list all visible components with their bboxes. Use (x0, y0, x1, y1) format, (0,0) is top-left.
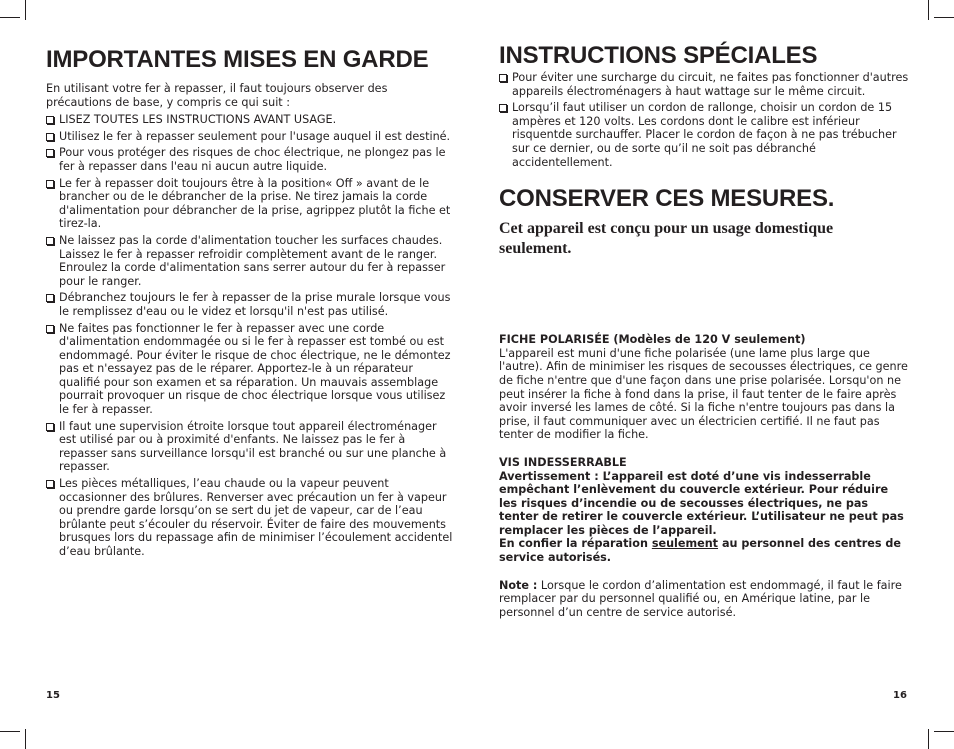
polarized-plug-heading: FICHE POLARISÉE (Modèles de 120 V seulement) (499, 333, 806, 347)
list-item: Pour éviter une surcharge du circuit, ne faites pas fonctionner d'autres appareils électroménagers à haut wattage sur le même circuit. (499, 71, 909, 98)
checkbox-icon (46, 294, 54, 302)
note-text: Lorsque le cordon d’alimentation est endommagé, il faut le faire remplacer par du personnel qualifié ou, en Amérique latine, par le personnel d’un centre de service autorisé. (499, 578, 902, 619)
page-title: IMPORTANTES MISES EN GARDE (46, 46, 429, 73)
checkbox-icon (46, 116, 54, 124)
right-page (499, 42, 909, 619)
note-label: Note : (499, 578, 538, 592)
intro-text: En utilisant votre fer à repasser, il faut toujours observer des précautions de base, y compris ce qui suit : (46, 82, 388, 109)
list-item: Utilisez le fer à repasser seulement pour l'usage auquel il est destiné. (46, 130, 456, 144)
list-item: Les pièces métalliques, l’eau chaude ou la vapeur peuvent occasionner des brûlures. Renverser avec précaution un fer à vapeur ou prendre garde lorsqu’on se sert du jet de vapeur, car de l’eau brûlante peut s’écouler du réservoir. Éviter de faire des mouvements brusques lors du repassage afin de minimiser l’écoulement accidentel d’eau brûlante. (46, 477, 456, 559)
special-instructions-list (499, 71, 909, 169)
list-item: Ne laissez pas la corde d'alimentation toucher les surfaces chaudes. Laissez le fer à repasser refroidir complètement avant de le ranger. Enroulez la corde d'alimentation sans serrer autour du fer à repasser pour le ranger. (46, 234, 456, 288)
checkbox-icon (46, 133, 54, 141)
safeguards-list (46, 113, 456, 558)
tamper-screw-heading: VIS INDESSERRABLE (499, 455, 627, 469)
crop-mark-bottom-left (0, 731, 20, 732)
checkbox-icon (499, 104, 507, 112)
checkbox-icon (46, 237, 54, 245)
list-item: Il faut une supervision étroite lorsque tout appareil électroménager est utilisé par ou à proximité d'enfants. Ne laissez pas le fer à repasser sans surveillance lorsqu'il est branché ou sur une planche à repasser. (46, 420, 456, 474)
crop-mark-bottom-right (934, 731, 954, 732)
crop-mark-top-right (934, 17, 954, 18)
polarized-plug-text: L'appareil est muni d'une fiche polarisée (une lame plus large que l'autre). Afin de minimiser les risques de secousses électriques, ce genre de fiche n'entre que d'une façon dans une prise polarisée. Lorsqu'on ne peut insérer la fiche à fond dans la prise, il faut tenter de le faire après avoir inversé les lames de côté. Si la fiche n'entre toujours pas dans la prise, il faut communiquer avec un électricien certifié. Il ne faut pas tenter de modifier la fiche. (499, 346, 908, 442)
save-instructions-title: CONSERVER CES MESURES. (499, 185, 835, 213)
page-number-left: 15 (46, 690, 60, 701)
checkbox-icon (46, 149, 54, 157)
crop-mark-top-left (25, 0, 26, 20)
page-number-right: 16 (893, 690, 907, 701)
repair-notice: En confier la réparation seulement au personnel des centres de service autorisés. (499, 537, 901, 565)
list-item: Le fer à repasser doit toujours être à la position« Off » avant de le brancher ou de le débrancher de la prise. Ne tirez jamais la corde d'alimentation pour débrancher de la prise, agrippez plutôt la fiche et tirez-la. (46, 177, 456, 231)
checkbox-icon (46, 423, 54, 431)
checkbox-icon (46, 480, 54, 488)
checkbox-icon (499, 74, 507, 82)
special-instructions-title: INSTRUCTIONS SPÉCIALES (499, 42, 818, 69)
crop-mark-top-left (0, 17, 20, 18)
tamper-screw-warning: Avertissement : L’appareil est doté d’une vis indesserrable empêchant l’enlèvement du couvercle extérieur. Pour réduire les risques d’incendie ou de secousses électriques, ne pas tenter de retirer le couvercle extérieur. L’utilisateur ne peut pas remplacer les pièces de l’appareil. (499, 469, 904, 537)
crop-mark-bottom-right (928, 729, 929, 749)
repair-emphasis: seulement (651, 537, 719, 551)
household-use-subtitle: Cet appareil est conçu pour un usage domestique seulement. (499, 220, 834, 258)
list-item: Débranchez toujours le fer à repasser de la prise murale lorsque vous le remplissez d'eau ou le videz et lorsqu'il n'est pas utilisé. (46, 291, 456, 318)
list-item: LISEZ TOUTES LES INSTRUCTIONS AVANT USAGE. (46, 113, 456, 127)
crop-mark-bottom-left (25, 729, 26, 749)
crop-mark-top-right (928, 0, 929, 20)
list-item: Pour vous protéger des risques de choc électrique, ne plongez pas le fer à repasser dans l'eau ni aucun autre liquide. (46, 146, 456, 173)
note-paragraph (499, 579, 909, 620)
left-page (46, 46, 456, 562)
checkbox-icon (46, 325, 54, 333)
list-item: Lorsqu’il faut utiliser un cordon de rallonge, choisir un cordon de 15 ampères et 120 volts. Les cordons dont le calibre est inférieur risquentde surchauffer. Placer le cordon de façon à ne pas trébucher sur ce dernier, ou de sorte qu’il ne soit pas débranché accidentellement. (499, 101, 909, 169)
checkbox-icon (46, 180, 54, 188)
list-item: Ne faites pas fonctionner le fer à repasser avec une corde d'alimentation endommagée ou si le fer à repasser est tombé ou est endommagé. Pour éviter le risque de choc électrique, ne le démontez pas et n'essayez pas de le réparer. Apportez-le à un réparateur qualifié pour son examen et sa réparation. Un mauvais assemblage pourrait provoquer un risque de choc électrique lorsque vous utilisez le fer à repasser. (46, 322, 456, 417)
